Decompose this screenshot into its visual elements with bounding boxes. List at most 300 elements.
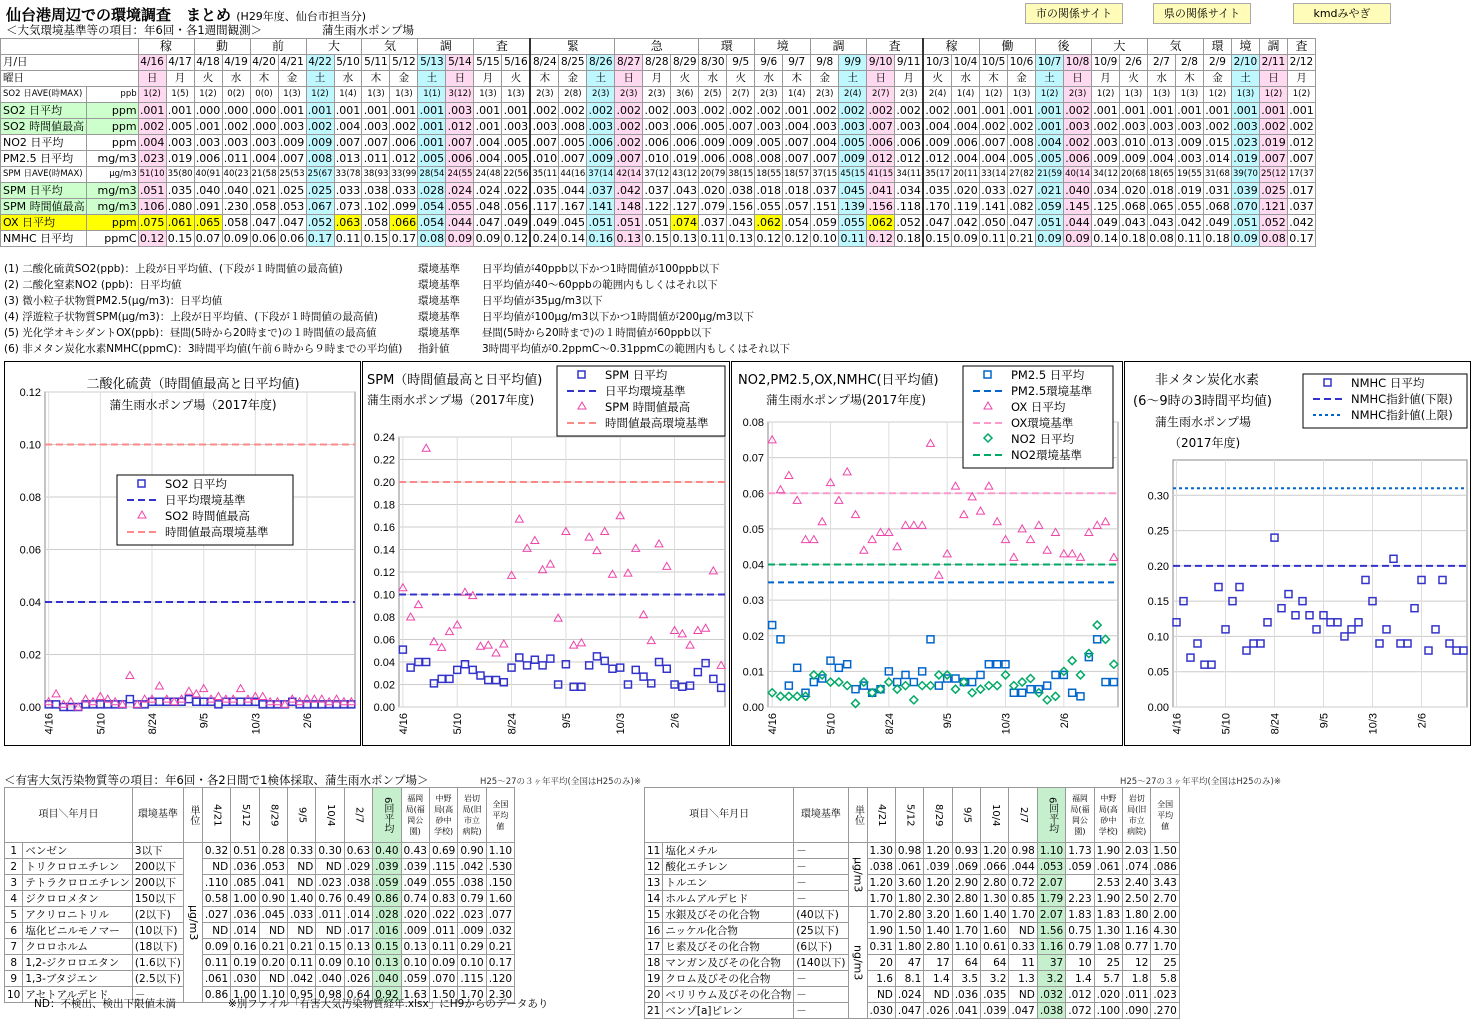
table-cell: .009: [728, 136, 753, 149]
measured-value: 0.15: [316, 939, 344, 955]
date-cell: 2/10: [1231, 55, 1259, 71]
table-cell: .080: [167, 200, 193, 213]
table-cell: 2(3): [755, 87, 783, 103]
head-item: 項目＼年月日: [5, 788, 133, 843]
table-cell: .025: [307, 184, 333, 197]
y-tick-label: 0.05: [1147, 666, 1169, 679]
table-cell: 35(11: [530, 167, 558, 183]
table-cell: 34(11: [895, 167, 923, 183]
x-tick-label: 2/6: [1416, 713, 1429, 729]
data-point-square: [687, 682, 694, 689]
data-point-triangle: [777, 486, 785, 493]
row-unit: ppm: [86, 119, 138, 135]
table-cell: .003: [1093, 136, 1118, 149]
table-cell: .042: [953, 216, 978, 229]
reference-value: .086: [1151, 859, 1179, 875]
data-point-square: [516, 654, 523, 661]
nmhc-chart: [1124, 361, 1471, 746]
substance-name: クロロホルム: [23, 939, 133, 955]
legend-label: SPM 日平均: [605, 368, 668, 382]
data-point-diamond: [993, 682, 1001, 690]
data-point-square: [648, 680, 655, 687]
measured-value: 1.10: [952, 939, 980, 955]
measured-value: ND: [202, 923, 230, 939]
measured-value: 0.98: [316, 987, 344, 1003]
measured-value: 0.16: [231, 939, 259, 955]
table-cell: .055: [840, 216, 865, 229]
table-cell: .004: [1149, 152, 1174, 165]
date-cell: 4/16: [138, 55, 166, 71]
row-no: 1: [5, 843, 23, 859]
row-no: 5: [5, 907, 23, 923]
table-cell: .001: [1177, 104, 1202, 117]
legend-label: 時間値最高環境基準: [605, 416, 709, 430]
measured-value: .017: [344, 923, 372, 939]
data-point-diamond: [1093, 621, 1101, 629]
chart-svg: [1125, 362, 1470, 745]
data-point-diamond: [918, 682, 926, 690]
data-point-triangle: [647, 637, 655, 644]
table-cell: .003: [1233, 120, 1258, 133]
table-cell: .001: [167, 104, 193, 117]
table-cell: .003: [1065, 120, 1090, 133]
table-cell: .010: [530, 151, 558, 167]
table-cell: .051: [644, 216, 670, 229]
data-point-square: [1460, 647, 1467, 654]
table-cell: .106: [139, 200, 165, 213]
measured-value: 17: [924, 955, 952, 971]
table-cell: .012: [868, 152, 893, 165]
data-point-square: [1019, 689, 1026, 696]
measured-value: 3.60: [895, 875, 923, 891]
table-cell: .001: [953, 104, 978, 117]
measured-value: 1.40: [287, 891, 315, 907]
data-point-diamond: [1010, 682, 1018, 690]
station-name: 蒲生雨水ポンプ場: [322, 23, 414, 37]
table-cell: .007: [784, 152, 809, 165]
measured-value: 1.20: [924, 875, 952, 891]
row-no: 3: [5, 875, 23, 891]
reference-value: .270: [1151, 1003, 1179, 1019]
measured-value: 0.09: [316, 955, 344, 971]
date-cell: 4/17: [166, 55, 194, 71]
table-cell: .008: [307, 152, 333, 165]
data-point-triangle: [438, 643, 446, 650]
day-cell: 金: [278, 71, 306, 87]
note-standard: 昼間(5時から20時まで)の１時間値が60ppb以下: [482, 327, 712, 339]
table-cell: .004: [812, 136, 837, 149]
day-cell: 水: [755, 71, 783, 87]
table-cell: .002: [616, 136, 642, 149]
table-cell: .058: [251, 200, 277, 213]
head-std: 環境基準: [132, 788, 183, 843]
measured-value: .041: [952, 1003, 980, 1019]
standard-value: (1.6以下): [132, 955, 183, 971]
data-point-diamond: [793, 692, 801, 700]
note-item: (4) 浮遊粒子状物質SPM(μg/m3)：上段が日平均値、(下段が１時間値の最高値): [4, 311, 378, 323]
row-no: 20: [645, 987, 663, 1003]
table-cell: 34(12: [1092, 167, 1120, 183]
data-point-diamond: [1027, 675, 1035, 683]
table-cell: .049: [1205, 216, 1230, 229]
table-cell: .044: [447, 216, 473, 229]
footnote-file: ※別ファイル「有害大気汚染物質経年.xlsx」にH9からのデータあり: [228, 998, 549, 1010]
row-no: 16: [645, 923, 663, 939]
head-date: 5/12: [895, 788, 923, 843]
table-cell: .001: [1093, 104, 1118, 117]
data-point-diamond: [785, 692, 793, 700]
data-point-triangle: [935, 571, 943, 578]
reference-value: 0.29: [458, 939, 486, 955]
head-ref: 岩切局(旧市立病院): [1123, 788, 1151, 843]
head-date: 2/7: [1009, 788, 1037, 843]
measured-value: 3.5: [952, 971, 980, 987]
reference-value: .042: [458, 859, 486, 875]
table-cell: 37(12: [643, 167, 671, 183]
page-title: 仙台港周辺での環境調査 まとめ (H29年度、仙台市担当分): [6, 6, 367, 24]
day-cell: 金: [1008, 71, 1036, 87]
table-cell: .007: [728, 120, 753, 133]
reference-value: 0.90: [458, 843, 486, 859]
group-title-char: 環: [1203, 39, 1231, 55]
day-cell: 土: [1231, 71, 1259, 87]
reference-value: 1.50: [429, 987, 457, 1003]
data-point-triangle: [709, 567, 717, 574]
table-cell: .020: [700, 184, 726, 197]
table-cell: .002: [560, 104, 586, 117]
page-title-sub: (H29年度、仙台市担当分): [236, 10, 367, 23]
group-title-char: 調: [811, 39, 867, 55]
table-cell: .002: [1289, 120, 1314, 133]
reference-value: 1.08: [1094, 939, 1122, 955]
reference-value: 1.8: [1123, 971, 1151, 987]
reference-value: 4.30: [1151, 923, 1179, 939]
head-ref: 岩切局(旧市立病院): [458, 788, 486, 843]
data-point-square: [1334, 619, 1341, 626]
substance-name: 1,2-ジクロロエタン: [23, 955, 133, 971]
y-tick-label: 0.04: [19, 597, 41, 609]
day-cell: 水: [699, 71, 727, 87]
table-cell: .230: [223, 200, 249, 213]
data-point-square: [609, 665, 616, 672]
city-link-button[interactable]: 市の関係サイト: [1025, 3, 1123, 24]
head-date: 8/29: [924, 788, 952, 843]
measured-value: .026: [344, 971, 372, 987]
table-cell: .002: [1065, 136, 1090, 149]
spm-chart: [362, 361, 730, 746]
table-cell: .012: [923, 151, 951, 167]
table-cell: .033: [391, 184, 417, 197]
table-cell: .025: [279, 184, 305, 197]
standard-value: (18以下): [132, 939, 183, 955]
reference-value: 1.30: [1094, 923, 1122, 939]
data-point-triangle: [492, 649, 500, 656]
standard-value: (2以下): [132, 907, 183, 923]
x-tick-label: 9/5: [1318, 713, 1331, 729]
legend-label: 日平均環境基準: [165, 493, 246, 507]
reference-value: .061: [1094, 859, 1122, 875]
reference-value: .011: [1123, 987, 1151, 1003]
day-cell: 日: [446, 71, 474, 87]
table-cell: .012: [447, 120, 473, 133]
substance-name: アセトアルデヒド: [23, 987, 133, 1003]
date-cell: 9/7: [783, 55, 811, 71]
data-point-triangle: [52, 690, 60, 697]
day-cell: 火: [502, 71, 530, 87]
data-point-triangle: [927, 439, 935, 446]
table-cell: .002: [644, 104, 670, 117]
measured-value: .042: [287, 971, 315, 987]
group-title-char: 緊: [530, 39, 614, 55]
table-cell: .002: [728, 104, 753, 117]
data-point-diamond: [902, 682, 910, 690]
average-value: 2.07: [1037, 875, 1065, 891]
table-cell: 0.12: [784, 232, 809, 245]
table-cell: 40(14: [1064, 167, 1092, 183]
table-cell: .008: [728, 152, 753, 165]
table-cell: .002: [812, 104, 837, 117]
chart-title: (6～9時の3時間平均値): [1133, 394, 1272, 409]
table-cell: .003: [895, 119, 923, 135]
y-tick-label: 0.01: [742, 666, 764, 679]
table-cell: .040: [1065, 184, 1090, 197]
day-cell: 月: [474, 71, 502, 87]
row-no: 21: [645, 1003, 663, 1019]
substance-name: ベリリウム及びその化合物: [663, 987, 794, 1003]
data-point-triangle: [484, 641, 492, 648]
date-cell: 8/25: [559, 55, 587, 71]
table-cell: 40(91: [194, 167, 222, 183]
data-point-triangle: [1068, 550, 1076, 557]
day-cell: 水: [952, 71, 980, 87]
data-point-triangle: [860, 546, 868, 553]
data-point-square: [185, 696, 192, 703]
legend-label: 日平均環境基準: [605, 384, 686, 398]
table-cell: 0(0): [250, 87, 278, 103]
table-cell: 0.21: [1009, 232, 1034, 245]
table-cell: 1(1): [418, 87, 446, 103]
measured-value: 0.21: [259, 939, 287, 955]
row-unit: ppm: [86, 103, 138, 119]
group-title-char: 大: [1092, 39, 1148, 55]
data-point-square: [935, 682, 942, 689]
kmd-link-button[interactable]: kmdみやぎ: [1293, 3, 1391, 24]
table-cell: 0.14: [560, 232, 586, 245]
measured-value: 1.40: [924, 923, 952, 939]
reference-value: 1.10: [486, 843, 514, 859]
table-cell: .007: [447, 136, 473, 149]
date-cell: 5/10: [334, 55, 362, 71]
data-point-triangle: [785, 471, 793, 478]
chart-svg: [732, 362, 1122, 745]
table-cell: .037: [700, 216, 726, 229]
reference-value: 5.7: [1094, 971, 1122, 987]
head-date: 4/21: [867, 788, 895, 843]
data-point-square: [632, 666, 639, 673]
measured-value: .039: [924, 859, 952, 875]
row-unit: ppmC: [86, 231, 138, 247]
reference-value: .115: [458, 971, 486, 987]
table-cell: 21(59: [1036, 167, 1064, 183]
data-point-square: [586, 662, 593, 669]
date-cell: 10/7: [1036, 55, 1064, 71]
data-point-square: [1215, 584, 1222, 591]
date-cell: 4/19: [222, 55, 250, 71]
table-cell: 25(67: [306, 167, 334, 183]
data-point-diamond: [1052, 692, 1060, 700]
date-cell: 10/8: [1064, 55, 1092, 71]
chart-title: 蒲生雨水ポンプ場（2017年度): [109, 398, 277, 412]
row-label: 月/日: [1, 55, 139, 71]
measured-value: .027: [202, 907, 230, 923]
row-unit: ppm: [86, 215, 138, 231]
data-point-square: [547, 655, 554, 662]
table-cell: .001: [307, 104, 333, 117]
table-cell: .004: [953, 120, 978, 133]
table-cell: 44(16: [559, 167, 587, 183]
table-cell: 0.06: [251, 232, 277, 245]
measured-value: .045: [259, 907, 287, 923]
group-title-char: 急: [615, 39, 699, 55]
table-cell: 0.17: [307, 232, 333, 245]
average-value: 0.86: [373, 891, 401, 907]
table-cell: .019: [1233, 152, 1258, 165]
measured-value: 0.13: [344, 939, 372, 955]
row-no: 10: [5, 987, 23, 1003]
measured-value: .014: [344, 907, 372, 923]
table-cell: 2(3): [643, 87, 671, 103]
table-cell: .001: [139, 104, 165, 117]
day-cell: 土: [418, 71, 446, 87]
y-tick-label: 0.00: [19, 702, 41, 714]
table-cell: .035: [167, 184, 193, 197]
table-cell: .122: [644, 200, 670, 213]
row-label: PM2.5 日平均: [1, 151, 87, 167]
table-cell: .055: [447, 200, 473, 213]
pref-link-button[interactable]: 県の関係サイト: [1153, 3, 1251, 24]
data-point-square: [126, 696, 133, 703]
head-ref: 全国平均値: [486, 788, 514, 843]
legend-label: OX環境基準: [1011, 416, 1074, 430]
table-cell: 0.13: [616, 232, 642, 245]
table-cell: .043: [1121, 216, 1146, 229]
measured-value: 0.72: [1009, 875, 1037, 891]
average-value: 0.92: [373, 987, 401, 1003]
note-kind: 環境基準: [418, 311, 460, 323]
data-point-triangle: [663, 562, 671, 569]
table-cell: .033: [335, 184, 361, 197]
table-cell: 0.18: [1121, 232, 1146, 245]
table-cell: .079: [700, 200, 726, 213]
date-cell: 2/6: [1120, 55, 1148, 71]
table-cell: .004: [923, 119, 951, 135]
table-cell: .057: [784, 200, 809, 213]
table-cell: 40(23: [222, 167, 250, 183]
data-point-diamond: [835, 678, 843, 686]
measured-value: 1.80: [895, 891, 923, 907]
average-value: 2.07: [1037, 907, 1065, 923]
table-cell: .008: [1009, 136, 1034, 149]
table-cell: .005: [1009, 152, 1034, 165]
x-tick-label: 9/5: [942, 713, 955, 729]
measured-value: 1.70: [952, 923, 980, 939]
table-cell: .056: [502, 199, 530, 215]
head-avg: 6回平均: [1037, 788, 1065, 843]
table-cell: .053: [279, 200, 305, 213]
table-cell: .038: [363, 184, 389, 197]
data-point-diamond: [952, 685, 960, 693]
measured-value: 3.2: [981, 971, 1009, 987]
x-tick-label: 2/6: [1058, 713, 1071, 729]
data-point-square: [1432, 626, 1439, 633]
table-cell: .005: [419, 152, 445, 165]
data-point-triangle: [1052, 528, 1060, 535]
data-point-square: [952, 675, 959, 682]
day-cell: 日: [615, 71, 643, 87]
x-tick-label: 10/3: [1367, 713, 1380, 735]
row-label: SO2 時間値最高: [1, 119, 87, 135]
day-cell: 日: [1064, 71, 1092, 87]
table-cell: 0.09: [1037, 232, 1062, 245]
table-cell: .058: [363, 216, 389, 229]
reference-value: .090: [1123, 1003, 1151, 1019]
table-cell: .066: [391, 216, 417, 229]
date-cell: 5/11: [362, 55, 390, 71]
data-point-triangle: [259, 693, 267, 700]
table-cell: .035: [923, 183, 951, 199]
y-tick-label: 0.08: [742, 417, 764, 429]
measured-value: 1.30: [981, 891, 1009, 907]
table-cell: .025: [1261, 184, 1286, 197]
data-point-triangle: [430, 638, 438, 645]
legend-label: 時間値最高環境基準: [165, 525, 269, 539]
head-date: 8/29: [259, 788, 287, 843]
reference-value: 0.11: [429, 939, 457, 955]
measured-value: 1.10: [259, 987, 287, 1003]
data-point-triangle: [155, 682, 163, 689]
data-point-triangle: [414, 601, 422, 608]
data-point-square: [1313, 626, 1320, 633]
table-cell: .007: [868, 120, 893, 133]
table-cell: .001: [1037, 104, 1062, 117]
table-cell: .047: [251, 216, 277, 229]
table-cell: .001: [1205, 104, 1230, 117]
table-cell: .006: [1065, 152, 1090, 165]
table-cell: 1(2): [306, 87, 334, 103]
table-cell: 1(4): [783, 87, 811, 103]
measured-value: 0.93: [952, 843, 980, 859]
day-cell: 月: [1287, 71, 1315, 87]
table-cell: .012: [1289, 136, 1314, 149]
x-tick-label: 10/3: [1000, 713, 1013, 735]
measured-value: 2.80: [981, 875, 1009, 891]
y-tick-label: 0.10: [373, 589, 395, 602]
x-tick-label: 4/16: [1171, 713, 1184, 735]
date-cell: 5/15: [474, 55, 502, 71]
date-cell: 2/8: [1175, 55, 1203, 71]
table-cell: .028: [419, 184, 445, 197]
table-cell: .002: [1205, 120, 1230, 133]
measured-value: 0.21: [287, 939, 315, 955]
day-cell: 日: [138, 71, 166, 87]
data-point-triangle: [445, 628, 453, 635]
day-cell: 月: [643, 71, 671, 87]
measured-value: .026: [924, 1003, 952, 1019]
data-point-square: [1243, 647, 1250, 654]
measured-value: ND: [867, 987, 895, 1003]
table-cell: .043: [672, 184, 698, 197]
table-cell: .075: [139, 216, 165, 229]
